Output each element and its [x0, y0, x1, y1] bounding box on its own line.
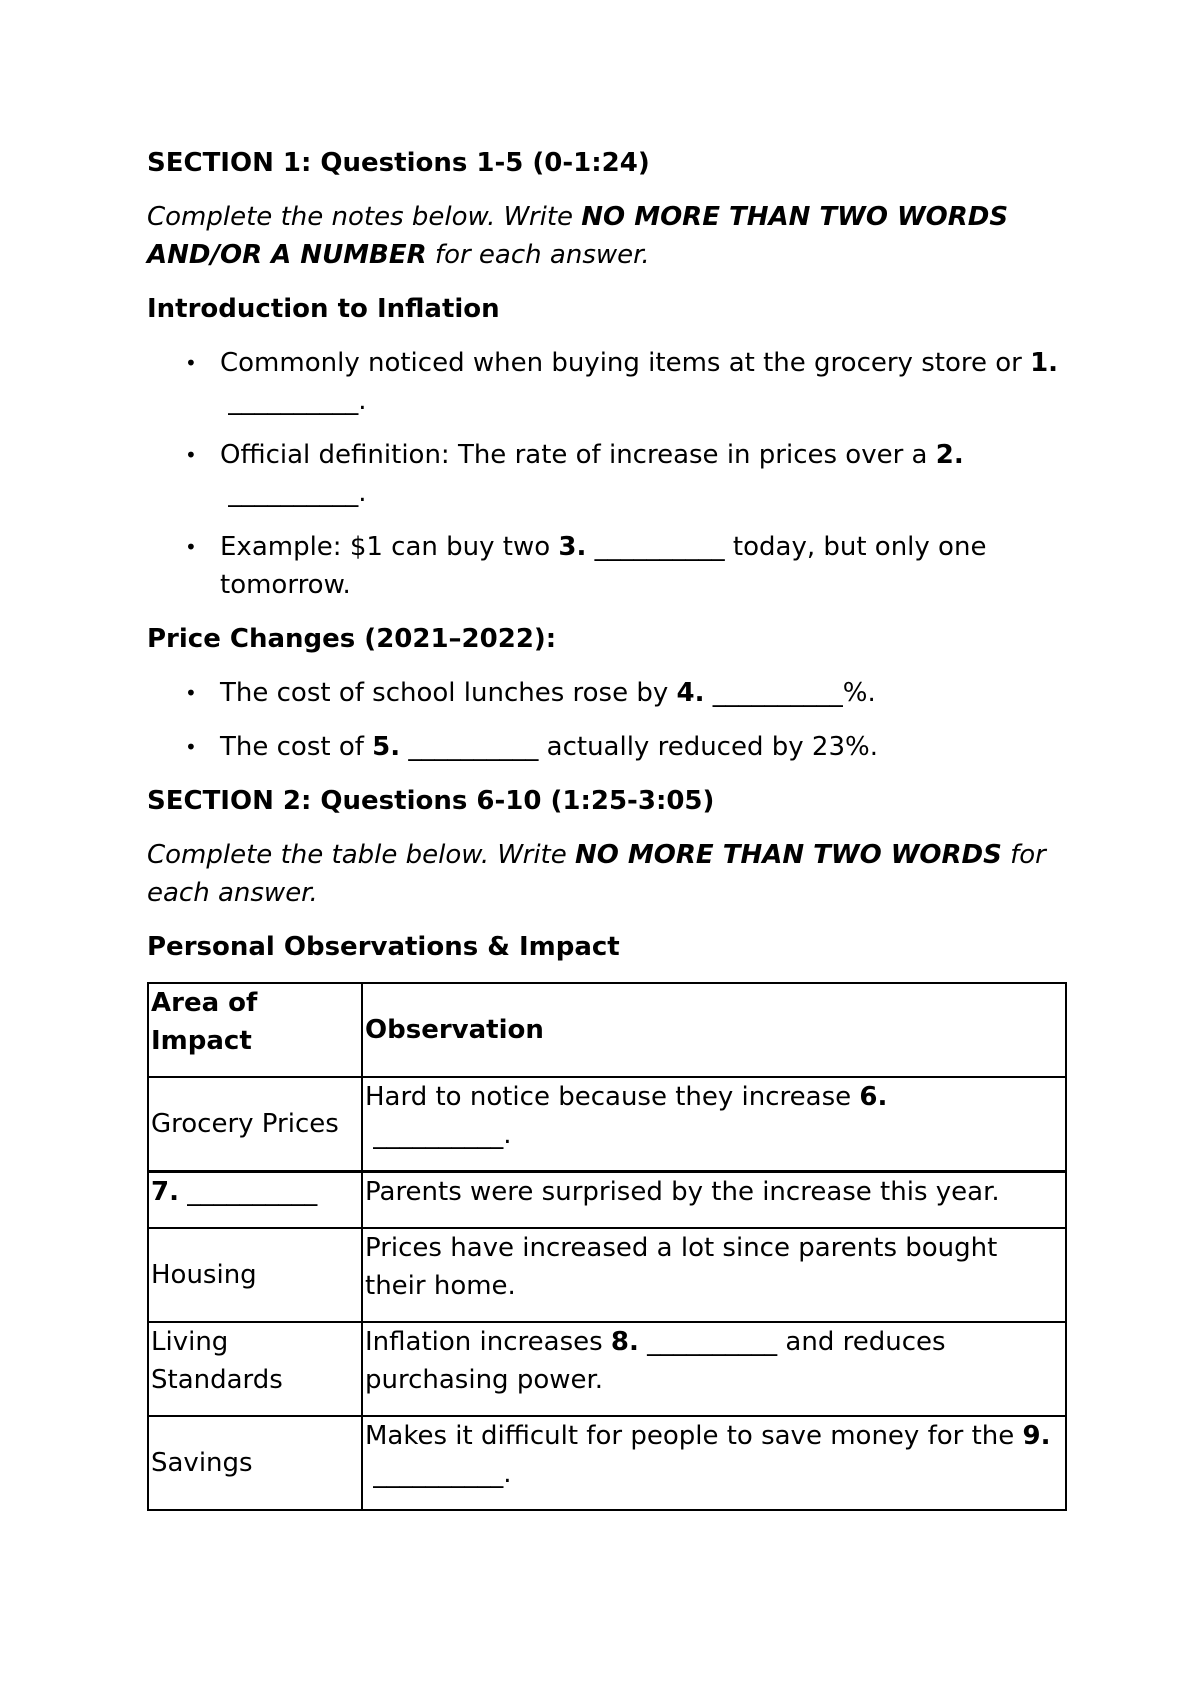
instruction-text: for each answer.	[426, 240, 650, 270]
table-cell-observation	[362, 1322, 1066, 1416]
section2-instruction	[147, 836, 1067, 912]
bullet-item-q3	[147, 528, 1067, 604]
instruction-text: Complete the table below. Write	[147, 840, 575, 870]
bullet-text: today, but only one tomorrow.	[220, 532, 987, 600]
table-cell-observation: Prices have increased a lot since parents bought their home.	[362, 1228, 1066, 1322]
subheading-introduction: Introduction to Inflation	[147, 294, 500, 324]
section2-heading: SECTION 2: Questions 6-10 (1:25-3:05)	[147, 786, 715, 816]
table-row	[148, 1228, 1066, 1322]
observation-text: Inflation increases	[365, 1327, 611, 1357]
answer-blank-7: __________	[178, 1177, 318, 1207]
table-row	[148, 1416, 1066, 1510]
bullet-text: The cost of school lunches rose by	[220, 678, 677, 708]
section1-instruction	[147, 198, 1067, 274]
observation-text: .	[503, 1459, 512, 1489]
bullet-text: .	[358, 386, 367, 416]
subheading-personal-observations: Personal Observations & Impact	[147, 932, 620, 962]
table-header-cell: Area of Impact	[148, 983, 362, 1077]
instruction-text: for each answer.	[147, 840, 1046, 908]
section1-heading: SECTION 1: Questions 1-5 (0-1:24)	[147, 148, 650, 178]
table-cell-area	[148, 1172, 362, 1229]
table-cell-area: Savings	[148, 1416, 362, 1510]
table-row	[148, 1322, 1066, 1416]
table-cell-area: Housing	[148, 1228, 362, 1322]
bullet-text: Commonly noticed when buying items at the grocery store or	[220, 348, 1031, 378]
question-number-1: 1.	[1030, 348, 1059, 378]
answer-blank-6: __________	[365, 1120, 504, 1150]
instruction-emphasis: NO MORE THAN TWO WORDS	[575, 840, 1002, 870]
question-number-4: 4.	[676, 678, 705, 708]
bullet-text: Official definition: The rate of increase in prices over a	[220, 440, 936, 470]
bullet-text: Example: $1 can buy two	[220, 532, 559, 562]
bullet-text: .	[358, 478, 367, 508]
bullet-text: actually reduced by 23%.	[538, 732, 878, 762]
subheading-price-changes: Price Changes (2021–2022):	[147, 624, 557, 654]
question-number-3: 3.	[558, 532, 587, 562]
instruction-text: Complete the notes below. Write	[147, 202, 582, 232]
answer-blank-3: __________	[586, 532, 725, 562]
question-number-2: 2.	[935, 440, 964, 470]
answer-blank-4: __________	[704, 678, 843, 708]
table-cell-area: Living Standards	[148, 1322, 362, 1416]
bullet-item-q2	[147, 436, 1067, 512]
question-number-9: 9.	[1022, 1421, 1051, 1451]
answer-blank-5: __________	[400, 732, 539, 762]
question-number-8: 8.	[610, 1327, 639, 1357]
bullet-text: %.	[842, 678, 876, 708]
table-header-cell: Observation	[362, 983, 1066, 1077]
question-number-6: 6.	[859, 1082, 888, 1112]
bullet-item-q4	[147, 674, 1067, 712]
observation-text: and reduces purchasing power.	[365, 1327, 946, 1395]
answer-blank-1: __________	[220, 386, 359, 416]
table-cell-observation: Parents were surprised by the increase this year.	[362, 1172, 1066, 1229]
question-number-7: 7.	[151, 1177, 179, 1207]
answer-blank-2: __________	[220, 478, 359, 508]
table-cell-area: Grocery Prices	[148, 1077, 362, 1172]
table-row	[148, 1077, 1066, 1172]
bullet-list-introduction	[147, 344, 1067, 604]
bullet-item-q5	[147, 728, 1067, 766]
bullet-item-q1	[147, 344, 1067, 420]
observation-text: Hard to notice because they increase	[365, 1082, 860, 1112]
document-content	[147, 144, 1067, 1511]
table-header-row	[148, 983, 1066, 1077]
table-cell-observation	[362, 1077, 1066, 1172]
instruction-emphasis: NO MORE THAN TWO WORDS AND/OR A NUMBER	[147, 202, 1009, 270]
table-cell-observation	[362, 1416, 1066, 1510]
bullet-text: The cost of	[220, 732, 373, 762]
answer-blank-8: __________	[638, 1327, 778, 1357]
bullet-list-price-changes	[147, 674, 1067, 766]
observations-table	[147, 982, 1067, 1511]
observation-text: .	[503, 1120, 512, 1150]
table-row	[148, 1172, 1066, 1229]
answer-blank-9: __________	[365, 1459, 504, 1489]
question-number-5: 5.	[372, 732, 401, 762]
observation-text: Makes it difficult for people to save money for the	[365, 1421, 1023, 1451]
